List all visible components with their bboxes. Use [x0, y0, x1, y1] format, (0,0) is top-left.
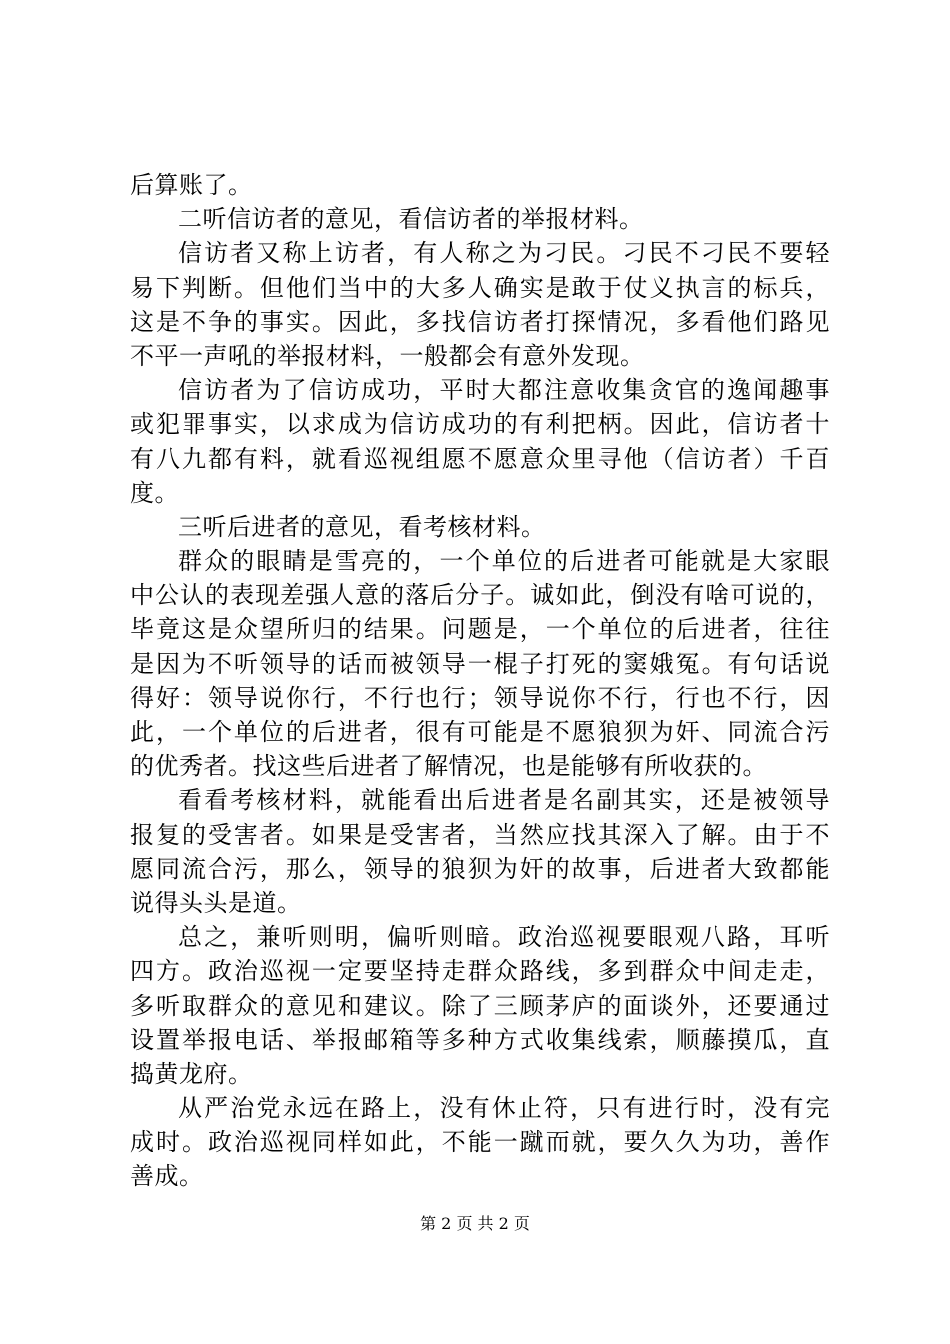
- text-line: 信访者为了信访成功，平时大都注意收集贪官的逸闻趣事: [178, 376, 830, 405]
- text-line: 捣黄龙府。: [130, 1059, 253, 1088]
- text-line: 中公认的表现差强人意的落后分子。诚如此，倒没有啥可说的，: [130, 581, 830, 610]
- text-line: 多听取群众的意见和建议。除了三顾茅庐的面谈外，还要通过: [130, 991, 830, 1020]
- text-line: 此，一个单位的后进者，很有可能是不愿狼狈为奸、同流合污: [130, 718, 830, 746]
- text-line: 毕竟这是众望所归的结果。问题是，一个单位的后进者，往往: [130, 615, 830, 644]
- document-body: [130, 168, 830, 1194]
- text-line: 后算账了。: [130, 171, 253, 199]
- text-line: 四方。政治巡视一定要坚持走群众路线，多到群众中间走走，: [130, 957, 830, 986]
- text-line: 不平一声吼的举报材料，一般都会有意外发现。: [130, 341, 645, 370]
- text-line: 成时。政治巡视同样如此，不能一蹴而就，要久久为功，善作: [130, 1128, 830, 1157]
- text-line: 信访者又称上访者，有人称之为刁民。刁民不刁民不要轻: [178, 239, 830, 268]
- page-footer: [0, 1214, 950, 1234]
- text-line: 说得头头是道。: [130, 888, 302, 917]
- text-line: 总之，兼听则明，偏听则暗。政治巡视要眼观八路，耳听: [178, 923, 830, 952]
- text-line: 有八九都有料，就看巡视组愿不愿意众里寻他（信访者）千百: [130, 444, 830, 473]
- text-line: 看看考核材料，就能看出后进者是名副其实，还是被领导: [178, 786, 830, 815]
- text-line: 愿同流合污，那么，领导的狼狈为奸的故事，后进者大致都能: [130, 854, 830, 883]
- text-line: 设置举报电话、举报邮箱等多种方式收集线索，顺藤摸瓜，直: [130, 1025, 830, 1054]
- text-line: 得好：领导说你行，不行也行；领导说你不行，行也不行，因: [130, 683, 830, 712]
- text-line: 度。: [130, 478, 179, 507]
- text-line: 这是不争的事实。因此，多找信访者打探情况，多看他们路见: [130, 307, 830, 336]
- text-line: 是因为不听领导的话而被领导一棍子打死的窦娥冤。有句话说: [130, 649, 830, 678]
- page-number-label: 第 2 页 共 2 页: [420, 1214, 530, 1233]
- text-line: 易下判断。但他们当中的大多人确实是敢于仗义执言的标兵，: [130, 273, 830, 302]
- text-line: 报复的受害者。如果是受害者，当然应找其深入了解。由于不: [130, 820, 830, 849]
- text-line: 从严治党永远在路上，没有休止符，只有进行时，没有完: [178, 1094, 830, 1123]
- text-line: 二听信访者的意见，看信访者的举报材料。: [178, 205, 644, 234]
- text-line: 群众的眼睛是雪亮的，一个单位的后进者可能就是大家眼: [178, 547, 830, 576]
- text-line: 三听后进者的意见，看考核材料。: [178, 512, 546, 541]
- text-line: 善成。: [130, 1162, 204, 1191]
- text-line: 的优秀者。找这些后进者了解情况，也是能够有所收获的。: [130, 752, 767, 781]
- text-line: 或犯罪事实，以求成为信访成功的有利把柄。因此，信访者十: [130, 410, 830, 439]
